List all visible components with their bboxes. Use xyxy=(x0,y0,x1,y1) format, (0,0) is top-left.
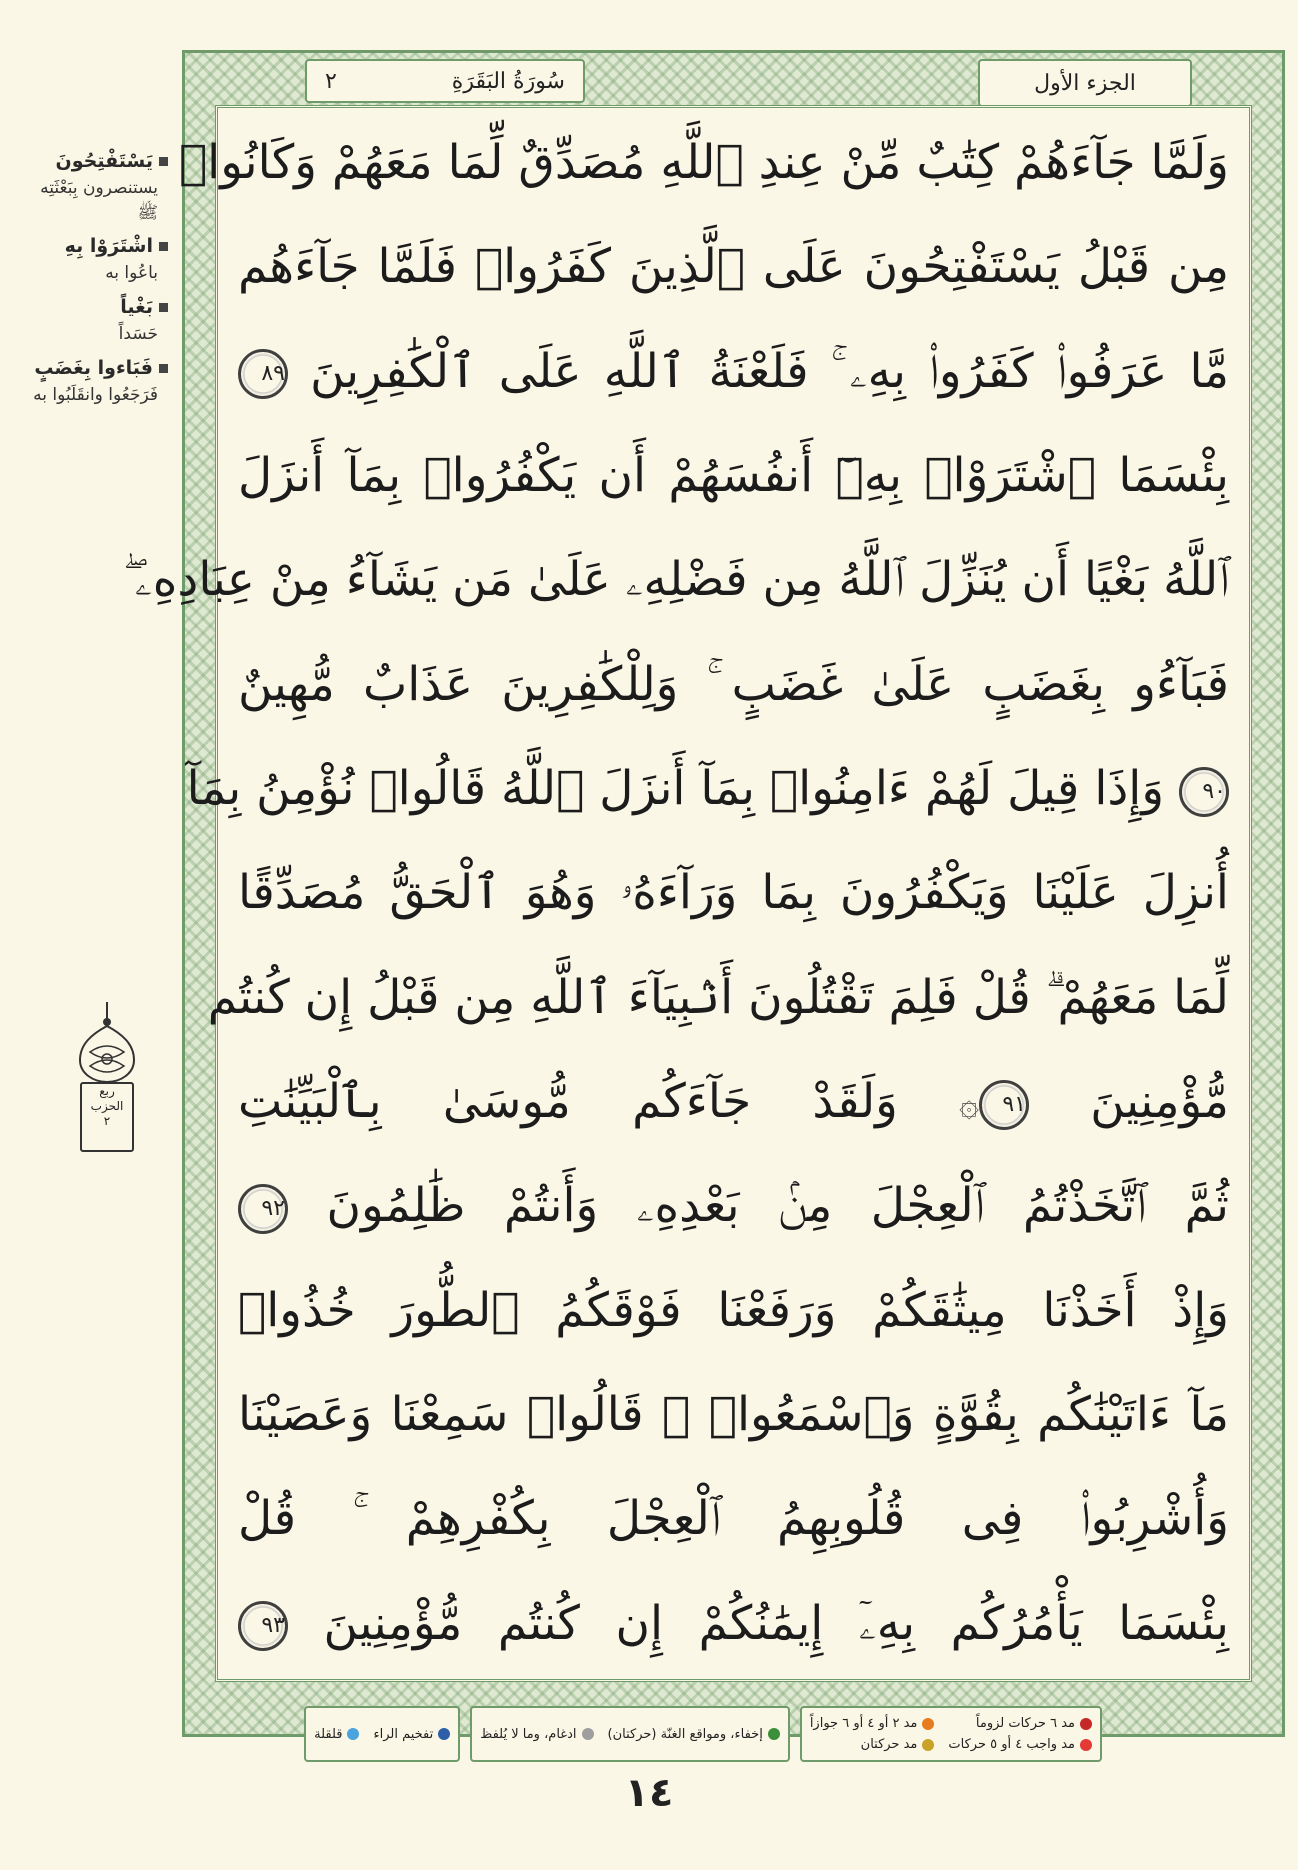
color-dot-icon xyxy=(1080,1718,1092,1730)
legend-label: إخفاء، ومواقع الغنّة (حركتان) xyxy=(607,1726,763,1742)
verse-text: وَأُشْرِبُوا۟ فِى قُلُوبِهِمُ ٱلْعِجْلَ بِكُفْرِهِمْ ۚ قُلْ xyxy=(238,1491,1229,1547)
color-dot-icon xyxy=(922,1739,934,1751)
legend-item xyxy=(314,1727,359,1742)
square-bullet-icon xyxy=(159,242,168,251)
legend-item xyxy=(810,1716,935,1731)
quran-line xyxy=(238,646,1229,724)
legend-label: مد واجب ٤ أو ٥ حركات xyxy=(948,1737,1075,1752)
legend-label: مد ٢ أو ٤ أو ٦ جوازاً xyxy=(809,1716,918,1731)
hizb-label-1: ربع xyxy=(99,1084,115,1098)
hizb-label-3: ٢ xyxy=(103,1114,111,1128)
legend-item xyxy=(373,1727,450,1742)
quran-line xyxy=(123,541,1229,619)
verse-text: وَلَقَدْ جَآءَكُم مُّوسَىٰ بِٱلْبَيِّنَٰتِ xyxy=(238,1074,960,1130)
quran-line xyxy=(238,1376,1229,1454)
juz-name: الجزء الأول xyxy=(1034,70,1136,96)
legend-label: مد ٦ حركات لزوماً xyxy=(975,1716,1075,1731)
margin-notes xyxy=(18,140,168,407)
quran-line xyxy=(238,854,1229,932)
ayah-number-marker: ٩١ xyxy=(979,1080,1029,1130)
quran-line xyxy=(238,333,1229,411)
verse-text: مَآ ءَاتَيْنَٰكُم بِقُوَّةٍ وَٱسْمَعُوا۟ ۖ قَالُوا۟ سَمِعْنَا وَعَصَيْنَا xyxy=(238,1387,1229,1443)
ayah-number-marker: ٩٠ xyxy=(1179,767,1229,817)
gloss-word xyxy=(18,150,168,172)
verse-text: مُّؤْمِنِينَ xyxy=(1029,1074,1229,1130)
square-bullet-icon xyxy=(159,364,168,373)
hizb-label-2: الحزب xyxy=(90,1099,124,1113)
legend-label: قلقلة xyxy=(314,1726,343,1742)
verse-text: وَإِذْ أَخَذْنَا مِيثَٰقَكُمْ وَرَفَعْنَا فَوْقَكُمُ ٱلطُّورَ خُذُوا۟ xyxy=(238,1282,1229,1338)
color-dot-icon xyxy=(1080,1739,1092,1751)
color-dot-icon xyxy=(922,1718,934,1730)
quran-line xyxy=(178,124,1229,202)
legend-item xyxy=(480,1727,593,1742)
verse-text: بِئْسَمَا ٱشْتَرَوْا۟ بِهِۦٓ أَنفُسَهُمْ أَن يَكْفُرُوا۟ بِمَآ أَنزَلَ xyxy=(238,448,1229,504)
square-bullet-icon xyxy=(159,157,168,166)
legend-item xyxy=(948,1737,1092,1752)
surah-name: سُورَةُ البَقَرَةِ xyxy=(451,68,565,94)
gloss-definition: يستنصرون بِبَعْثَتِه ﷺ xyxy=(40,178,158,223)
quran-line xyxy=(238,228,1229,306)
verse-text: وَلَمَّا جَآءَهُمْ كِتَٰبٌ مِّنْ عِندِ ٱللَّهِ مُصَدِّقٌ لِّمَا مَعَهُمْ وَكَانُوا۟ xyxy=(178,135,1229,190)
verse-text: لِّمَا مَعَهُمْ ۗ قُلْ فَلِمَ تَقْتُلُونَ أَنۢبِيَآءَ ٱللَّهِ مِن قَبْلُ إِن كُنتُم xyxy=(207,969,1229,1025)
color-dot-icon xyxy=(347,1728,359,1740)
legend-group xyxy=(470,1706,790,1762)
ayah-number-marker: ٩٢ xyxy=(238,1184,288,1234)
legend-item xyxy=(810,1737,935,1752)
verse-text: بِئْسَمَا يَأْمُرُكُم بِهِۦٓ إِيمَٰنُكُمْ إِن كُنتُم مُّؤْمِنِينَ xyxy=(288,1595,1229,1651)
legend-label: ادغام، وما لا يُلفظ xyxy=(480,1726,577,1742)
verse-text: مَّا عَرَفُوا۟ كَفَرُوا۟ بِهِۦ ۚ فَلَعْنَةُ ٱللَّهِ عَلَى ٱلْكَٰفِرِينَ xyxy=(288,343,1229,399)
gloss-word-text: فَبَاءوا بِغَضَبٍ xyxy=(34,356,153,379)
verse-text: فَبَآءُو بِغَضَبٍ عَلَىٰ غَضَبٍ ۚ وَلِلْكَٰفِرِينَ عَذَابٌ مُّهِينٌ xyxy=(238,656,1229,712)
verse-text: وَإِذَا قِيلَ لَهُمْ ءَامِنُوا۟ بِمَآ أَنزَلَ ٱللَّهُ قَالُوا۟ نُؤْمِنُ بِمَآ xyxy=(186,761,1179,817)
surah-number: ٢ xyxy=(325,68,337,94)
square-bullet-icon xyxy=(159,303,168,312)
verse-text: مِن قَبْلُ يَسْتَفْتِحُونَ عَلَى ٱلَّذِينَ كَفَرُوا۟ فَلَمَّا جَآءَهُم xyxy=(238,239,1229,295)
gloss-word xyxy=(18,235,168,257)
gloss-definition: حَسَداً xyxy=(118,323,158,344)
color-dot-icon xyxy=(438,1728,450,1740)
gloss-word-text: اشْتَرَوْا بِهِ xyxy=(64,235,153,258)
ayah-number-marker: ٨٩ xyxy=(238,349,288,399)
quran-line xyxy=(238,1272,1229,1350)
color-dot-icon xyxy=(768,1728,780,1740)
legend-item xyxy=(948,1716,1092,1731)
legend-group xyxy=(800,1706,1102,1762)
quran-line xyxy=(238,1585,1229,1663)
surah-header xyxy=(305,59,585,103)
gloss-word-text: يَسْتَفْتِحُونَ xyxy=(55,150,153,172)
verse-text: أُنزِلَ عَلَيْنَا وَيَكْفُرُونَ بِمَا وَرَآءَهُۥ وَهُوَ ٱلْحَقُّ مُصَدِّقًا xyxy=(238,865,1229,921)
juz-header xyxy=(978,59,1192,107)
quran-line xyxy=(238,1480,1229,1558)
gloss-definition: باعُوا به xyxy=(105,263,158,284)
legend-label: تفخيم الراء xyxy=(373,1726,434,1742)
hizb-label-box xyxy=(80,1082,134,1152)
quran-line xyxy=(238,437,1229,515)
verse-text: ٱللَّهُ بَغْيًا أَن يُنَزِّلَ ٱللَّهُ مِن فَضْلِهِۦ عَلَىٰ مَن يَشَآءُ مِنْ عِبَادِهِۦ ۖ xyxy=(123,552,1229,608)
gloss-definition: فَرَجَعُوا وانقَلَبُوا به xyxy=(33,384,158,405)
legend-group xyxy=(304,1706,460,1762)
verse-text: ثُمَّ ٱتَّخَذْتُمُ ٱلْعِجْلَ مِنۢ بَعْدِهِۦ وَأَنتُمْ ظَٰلِمُونَ xyxy=(288,1178,1229,1234)
color-dot-icon xyxy=(582,1728,594,1740)
quran-line xyxy=(186,750,1229,828)
rub-el-hizb-icon: ۞ xyxy=(959,1084,979,1125)
ayah-number-marker: ٩٣ xyxy=(238,1601,288,1651)
quran-line xyxy=(238,1063,1229,1141)
quran-line xyxy=(207,959,1229,1037)
quran-line xyxy=(238,1167,1229,1245)
gloss-word-text: بَغْياً xyxy=(120,295,153,318)
legend-item xyxy=(608,1727,780,1742)
gloss-word xyxy=(18,296,168,318)
page-number: ١٤ xyxy=(624,1770,674,1816)
hizb-ornament-icon xyxy=(72,1000,142,1090)
gloss-word xyxy=(18,357,168,379)
legend-label: مد حركتان xyxy=(860,1737,918,1752)
hizb-quarter-marker xyxy=(72,1000,142,1150)
tajweed-legend xyxy=(190,1706,1102,1762)
